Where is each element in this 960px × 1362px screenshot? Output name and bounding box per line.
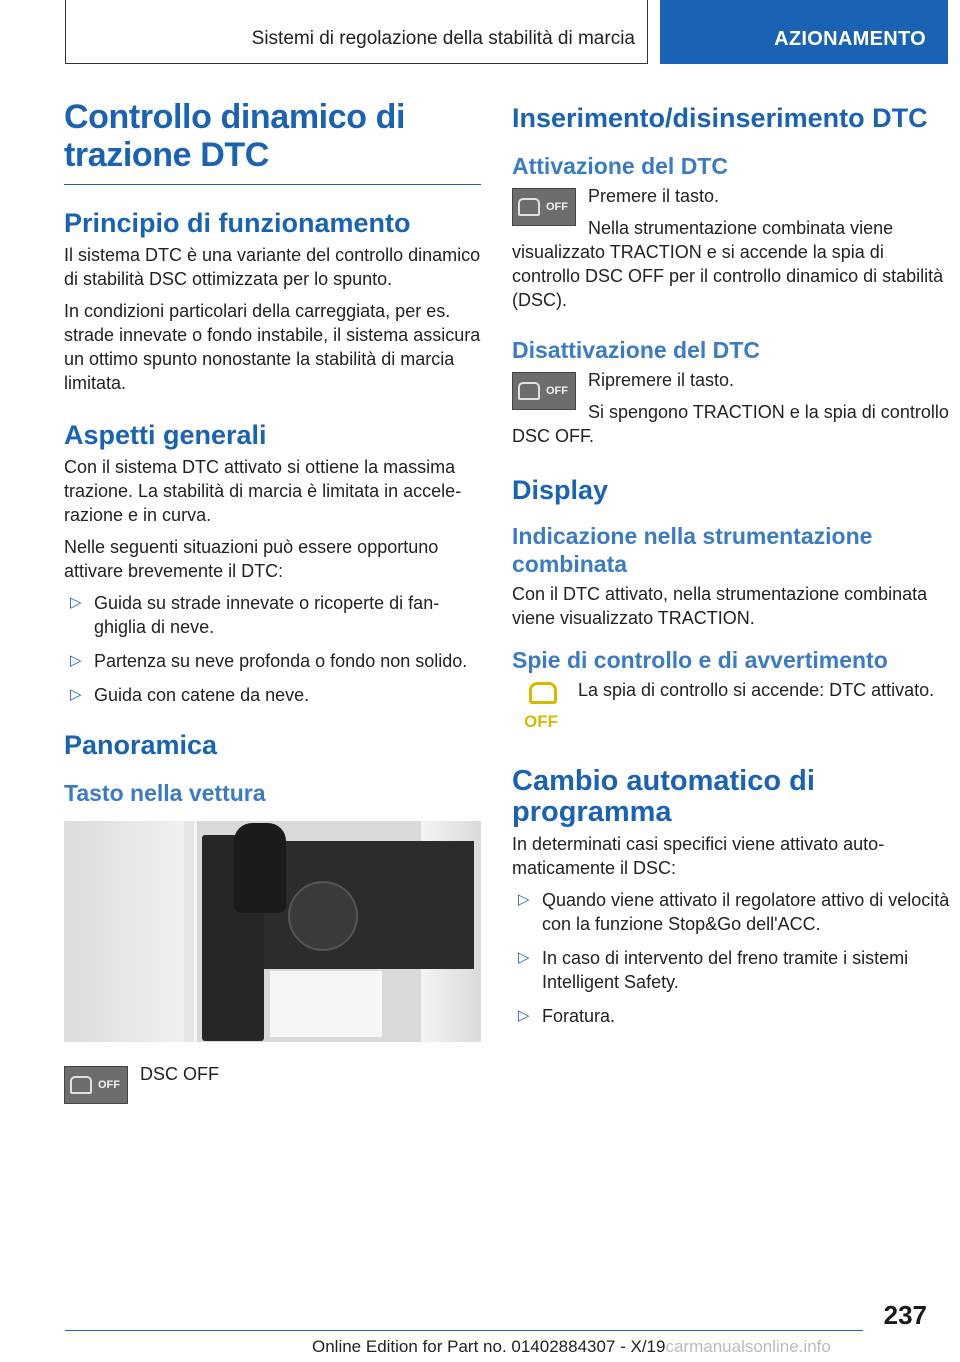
header-chapter-box [660,0,948,64]
gear-selector-icon [234,823,286,913]
list-item [64,683,481,707]
list-item [512,888,952,936]
header-section-box [65,0,648,64]
deactivation-block [512,368,952,432]
footer-edition-text: Online Edition for Part no. 01402884307 - X/19 [312,1337,666,1356]
page-title: Controllo dinamico di trazione DTC [64,98,481,185]
list-item [64,591,481,639]
dsc-off-button-icon: OFF [512,188,576,226]
triangle-bullet-icon: ▷ [518,1007,530,1024]
controller-knob-icon [288,881,358,951]
instrument-cluster-text: Con il DTC attivato, nella strumentazione combinata viene visualizzato TRACTION. [512,584,928,628]
heading-display: Display [512,475,609,505]
list-item [512,1004,952,1028]
warning-light-block [512,678,952,742]
deactivation-step: Ripremere il tasto. [588,370,735,390]
activation-description: Nella strumentazione combinata viene visualizzato TRACTION e si accende la spia di controllo DSC OFF per il controllo dinamico di stabilità (DSC). [512,218,944,310]
footer-divider [65,1330,863,1331]
heading-general: Aspetti generali [64,420,267,450]
activation-step: Premere il tasto. [588,186,720,206]
list-item-text: Foratura. [542,1006,616,1026]
heading-principle: Principio di funzionamento [64,208,411,238]
subheading-warning-lights: Spie di controllo e di avvertimento [512,647,888,673]
dsc-off-button-icon: OFF [512,372,576,410]
footer-edition [312,1337,831,1357]
subheading-button-in-vehicle: Tasto nella vettura [64,780,266,806]
auto-bullet-list [512,888,952,1028]
dsc-off-warning-light-icon: OFF [524,682,564,738]
dsc-off-button-row [64,1062,481,1126]
warning-light-text: La spia di controllo si accende: DTC attivato. [578,680,935,700]
principle-paragraph-1: Il sistema DTC è una variante del controllo dinamico di stabilità DSC ottimizzata per lo spunto. [64,245,481,289]
left-column [64,98,481,1126]
principle-paragraph-2: In condizioni particolari della carreggiata, per es. strade innevate o fondo instabile, il sistema assicura un ottimo spunto nonostante la stabilità di marcia limitata. [64,301,481,393]
subheading-instrument-cluster: Indicazione nella strumentazione combinata [512,523,873,577]
list-item-text: Guida con catene da neve. [94,685,310,705]
right-column [512,98,952,1038]
general-paragraph-1: Con il sistema DTC attivato si ottiene la massima trazione. La stabilità di marcia è limitata in accelerazione e in curva. [64,457,462,525]
footer-watermark: carmanualsonline.info [665,1337,831,1356]
heading-activation: Attivazione del DTC [512,153,728,179]
list-item-text: Quando viene attivato il regolatore attivo di velocità con la funzione Stop&Go dell'ACC. [542,890,950,934]
heading-deactivation: Disattivazione del DTC [512,337,760,363]
general-paragraph-2: Nelle seguenti situazioni può essere opportuno attivare brevemente il DTC: [64,537,439,581]
list-item-text: Guida su strade innevate o ricoperte di fanghiglia di neve. [94,593,440,637]
list-item [512,946,952,994]
page-number: 237 [883,1300,927,1330]
header-chapter-title: AZIONAMENTO [774,28,926,50]
heading-auto-program-change: Cambio automatico di programma [512,765,815,828]
triangle-bullet-icon: ▷ [70,594,82,611]
auto-intro: In determinati casi specifici viene attivato automaticamente il DSC: [512,834,885,878]
heading-toggle-dtc: Inserimento/disinserimento DTC [512,103,928,133]
triangle-bullet-icon: ▷ [518,891,530,908]
center-console-photo [64,821,481,1042]
general-bullet-list [64,591,481,707]
deactivation-description: Si spengono TRACTION e la spia di controllo DSC OFF. [512,402,949,446]
list-item-text: In caso di intervento del freno tramite i sistemi Intelligent Safety. [542,948,909,992]
list-item-text: Partenza su neve profonda o fondo non solido. [94,651,468,671]
header-section-title: Sistemi di regolazione della stabilità di marcia [251,28,635,49]
triangle-bullet-icon: ▷ [70,652,82,669]
heading-overview: Panoramica [64,730,218,760]
dsc-off-caption: DSC OFF [140,1064,219,1084]
triangle-bullet-icon: ▷ [518,949,530,966]
activation-block [512,184,952,248]
dsc-off-button-icon: OFF [64,1066,128,1104]
list-item [64,649,481,673]
triangle-bullet-icon: ▷ [70,686,82,703]
